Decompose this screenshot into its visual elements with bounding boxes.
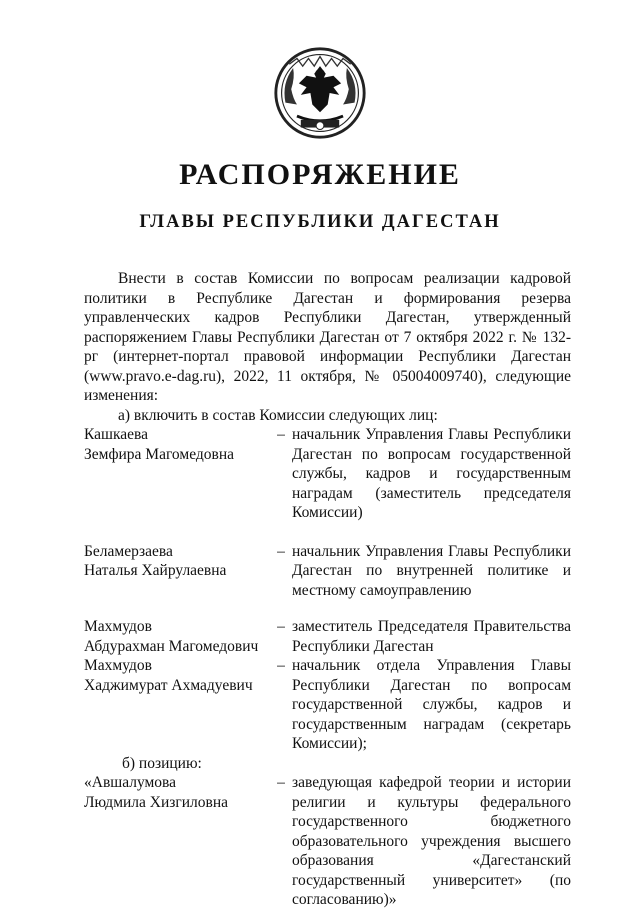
dash-separator: – [277,542,285,560]
intro-paragraph: Внести в состав Комиссии по вопросам реализации кадровой политики в Республике Дагестан и формирования резерва управленческих кадров Республики Дагестан, утвержденный распоряжением Главы Республики Дагестан от 7 октября 2022 г. № 132-рг (интернет-портал правовой информации Республики Дагестан (www.pravo.e-dag.ru), 2022, 11 октября, № 05004009740), следующие изменения: [84,270,571,404]
member-given-names: Хаджимурат Ахмадуевич [84,676,253,694]
member-surname: Махмудов [84,657,152,674]
member-surname: Беламерзаева [84,542,173,560]
position-surname: «Авшалумова [84,774,177,791]
position-person-name [84,773,274,812]
member-name [84,617,274,656]
dash-separator: – [277,618,285,635]
document-title: РАСПОРЯЖЕНИЕ [179,158,461,191]
member-name [84,542,274,581]
coat-of-arms-emblem [272,45,368,141]
document-body [84,269,571,910]
member-name [84,656,274,695]
position-description: заведующая кафедрой теории и истории религии и культуры федерального государственного бюджетного образовательного учреждения высшего образования «Дагестанский государственный университет» (по согласованию)» [292,774,571,908]
section-a-intro: а) включить в состав Комиссии следующих лиц: [118,406,438,424]
member-entry [84,656,571,754]
member-position: начальник Управления Главы Республики Дагестан по вопросам государственной службы, кадров и государственным наградам (заместитель председателя Комиссии) [292,426,571,521]
member-entry [84,425,571,523]
document-subtitle: ГЛАВЫ РЕСПУБЛИКИ ДАГЕСТАН [139,212,501,232]
section-b-intro: б) позицию: [122,754,202,772]
member-position: начальник Управления Главы Республики Дагестан по внутренней политике и местному самоуправлению [292,542,571,599]
member-position: заместитель Председателя Правительства Республики Дагестан [292,618,571,655]
dash-separator: – [277,657,285,674]
member-surname: Кашкаева [84,426,148,443]
member-surname: Махмудов [84,618,152,635]
member-given-names: Земфира Магомедовна [84,445,234,463]
member-entry [84,617,571,656]
position-given-names: Людмила Хизгиловна [84,793,229,811]
dash-separator: – [277,426,285,443]
member-entry [84,542,571,601]
dash-separator: – [277,774,285,791]
position-entry [84,773,571,910]
member-given-names: Абдурахман Магомедович [84,637,259,655]
member-name [84,425,274,464]
member-given-names: Наталья Хайрулаевна [84,562,227,579]
member-position: начальник отдела Управления Главы Республики Дагестан по вопросам государственной службы, кадров и государственным наградам (секретарь Комиссии); [292,657,571,752]
